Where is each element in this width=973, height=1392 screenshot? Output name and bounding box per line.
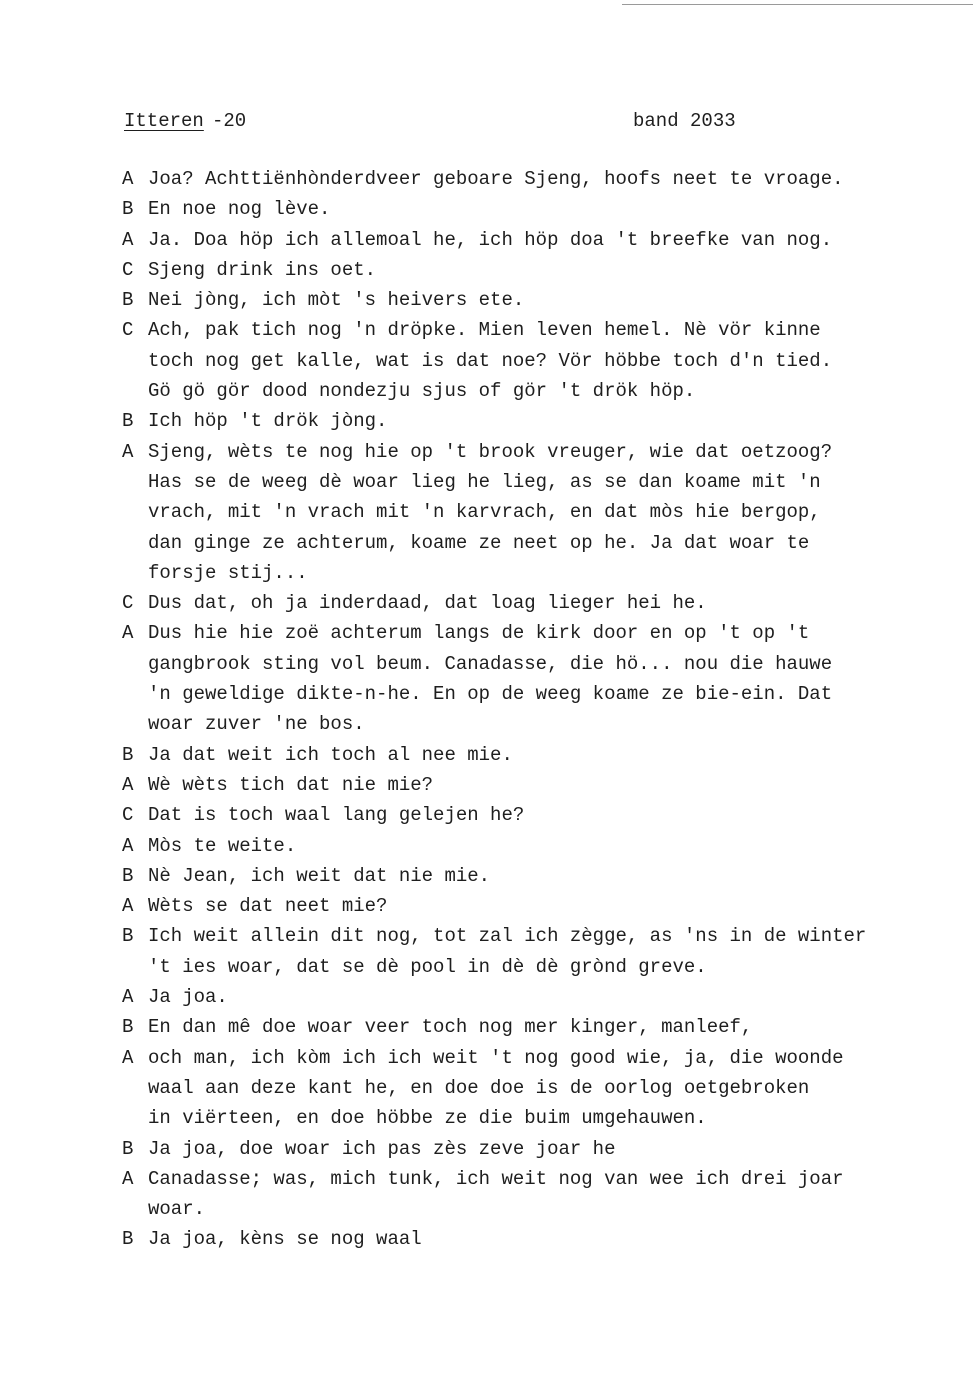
speaker-label: B bbox=[122, 1137, 134, 1160]
speaker-label: C bbox=[122, 804, 134, 827]
transcript-line bbox=[122, 406, 942, 436]
transcript-line bbox=[122, 982, 942, 1012]
line-text: Dus dat, oh ja inderdaad, dat loag lieger hei he. bbox=[148, 592, 707, 615]
line-text: Ja. Doa höp ich allemoal he, ich höp doa 't breefke van nog. bbox=[148, 228, 833, 251]
speaker-label: A bbox=[122, 895, 134, 918]
line-text: 't ies woar, dat se dè pool in dè dè grònd greve. bbox=[148, 955, 707, 978]
transcript-line bbox=[122, 588, 942, 618]
transcript-line bbox=[122, 861, 942, 891]
header-page-number: -20 bbox=[212, 110, 247, 132]
transcript-line bbox=[122, 528, 942, 558]
transcript-line bbox=[122, 376, 942, 406]
line-text: Ja joa. bbox=[148, 986, 228, 1009]
speaker-label: B bbox=[122, 925, 134, 948]
speaker-label: B bbox=[122, 1016, 134, 1039]
speaker-label: B bbox=[122, 198, 134, 221]
transcript-line bbox=[122, 164, 942, 194]
line-text: Wèts se dat neet mie? bbox=[148, 895, 388, 918]
top-edge-rule bbox=[622, 4, 973, 5]
transcript-line bbox=[122, 255, 942, 285]
transcript-line bbox=[122, 831, 942, 861]
transcript-line bbox=[122, 1043, 942, 1073]
line-text: waal aan deze kant he, en doe doe is de oorlog oetgebroken bbox=[148, 1076, 810, 1099]
line-text: vrach, mit 'n vrach mit 'n karvrach, en dat mòs hie bergop, bbox=[148, 501, 821, 524]
line-text: En noe nog lève. bbox=[148, 198, 331, 221]
transcript-line bbox=[122, 1134, 942, 1164]
speaker-label: B bbox=[122, 289, 134, 312]
line-text: toch nog get kalle, wat is dat noe? Vör höbbe toch d'n tied. bbox=[148, 349, 833, 372]
transcript-line bbox=[122, 558, 942, 588]
transcript-line bbox=[122, 800, 942, 830]
line-text: Joa? Achttiënhònderdveer geboare Sjeng, hoofs neet te vroage. bbox=[148, 168, 844, 190]
line-text: gangbrook sting vol beum. Canadasse, die hö... nou die hauwe bbox=[148, 652, 833, 675]
transcript-line bbox=[122, 770, 942, 800]
line-text: En dan mê doe woar veer toch nog mer kinger, manleef, bbox=[148, 1016, 753, 1039]
line-text: in viërteen, en doe höbbe ze die buim umgehauwen. bbox=[148, 1107, 707, 1130]
speaker-label: A bbox=[122, 773, 134, 796]
transcript bbox=[122, 164, 942, 1255]
transcript-line bbox=[122, 437, 942, 467]
speaker-label: A bbox=[122, 622, 134, 645]
line-text: Has se de weeg dè woar lieg he lieg, as se dan koame mit 'n bbox=[148, 470, 821, 493]
line-text: forsje stij... bbox=[148, 561, 308, 584]
transcript-line bbox=[122, 921, 942, 951]
speaker-label: A bbox=[122, 440, 134, 463]
transcript-line bbox=[122, 891, 942, 921]
speaker-label: A bbox=[122, 1046, 134, 1069]
line-text: Ich höp 't drök jòng. bbox=[148, 410, 388, 433]
line-text: Ja dat weit ich toch al nee mie. bbox=[148, 743, 513, 766]
transcript-line bbox=[122, 952, 942, 982]
line-text: Nei jòng, ich mòt 's heivers ete. bbox=[148, 289, 525, 312]
transcript-line bbox=[122, 1224, 942, 1254]
speaker-label: C bbox=[122, 592, 134, 615]
speaker-label: B bbox=[122, 743, 134, 766]
transcript-line bbox=[122, 497, 942, 527]
header-place-page bbox=[124, 106, 204, 136]
line-text: Gö gö gör dood nondezju sjus of gör 't drök höp. bbox=[148, 380, 696, 403]
line-text: Ach, pak tich nog 'n dröpke. Mien leven hemel. Nè vör kinne bbox=[148, 319, 821, 342]
transcript-line bbox=[122, 1194, 942, 1224]
transcript-line bbox=[122, 679, 942, 709]
line-text: Dat is toch waal lang gelejen he? bbox=[148, 804, 525, 827]
speaker-label: A bbox=[122, 834, 134, 857]
transcript-line bbox=[122, 649, 942, 679]
line-text: woar zuver 'ne bos. bbox=[148, 713, 365, 736]
line-text: Mòs te weite. bbox=[148, 834, 297, 857]
line-text: och man, ich kòm ich ich weit 't nog good wie, ja, die woonde bbox=[148, 1046, 844, 1069]
line-text: Dus hie hie zoë achterum langs de kirk door en op 't op 't bbox=[148, 622, 810, 645]
speaker-label: A bbox=[122, 1167, 134, 1190]
transcript-line bbox=[122, 709, 942, 739]
line-text: Canadasse; was, mich tunk, ich weit nog van wee ich drei joar bbox=[148, 1167, 844, 1190]
line-text: Sjeng drink ins oet. bbox=[148, 258, 377, 281]
speaker-label: B bbox=[122, 1228, 134, 1251]
transcript-line bbox=[122, 1164, 942, 1194]
transcript-line bbox=[122, 1073, 942, 1103]
speaker-label: C bbox=[122, 258, 134, 281]
transcript-line bbox=[122, 467, 942, 497]
line-text: Ich weit allein dit nog, tot zal ich zègge, as 'ns in de winter bbox=[148, 925, 867, 948]
speaker-label: B bbox=[122, 410, 134, 433]
speaker-label: A bbox=[122, 228, 134, 251]
page-header bbox=[124, 106, 924, 136]
transcript-line bbox=[122, 618, 942, 648]
line-text: woar. bbox=[148, 1198, 206, 1221]
speaker-label: A bbox=[122, 986, 134, 1009]
line-text: Ja joa, doe woar ich pas zès zeve joar he bbox=[148, 1137, 616, 1160]
header-place: Itteren bbox=[124, 110, 204, 132]
line-text: Wè wèts tich dat nie mie? bbox=[148, 773, 434, 796]
line-text: 'n geweldige dikte-n-he. En op de weeg koame ze bie-ein. Dat bbox=[148, 683, 833, 706]
line-text: Nè Jean, ich weit dat nie mie. bbox=[148, 864, 491, 887]
header-tape-number: band 2033 bbox=[633, 110, 736, 132]
transcript-line bbox=[122, 225, 942, 255]
transcript-line bbox=[122, 1103, 942, 1133]
line-text: Ja joa, kèns se nog waal bbox=[148, 1228, 422, 1251]
transcript-line bbox=[122, 740, 942, 770]
transcript-line bbox=[122, 315, 942, 345]
speaker-label: A bbox=[122, 168, 134, 190]
transcript-line bbox=[122, 194, 942, 224]
speaker-label: C bbox=[122, 319, 134, 342]
line-text: dan ginge ze achterum, koame ze neet op he. Ja dat woar te bbox=[148, 531, 810, 554]
line-text: Sjeng, wèts te nog hie op 't brook vreuger, wie dat oetzoog? bbox=[148, 440, 833, 463]
transcript-line bbox=[122, 1012, 942, 1042]
transcript-line bbox=[122, 346, 942, 376]
speaker-label: B bbox=[122, 864, 134, 887]
transcript-line bbox=[122, 285, 942, 315]
